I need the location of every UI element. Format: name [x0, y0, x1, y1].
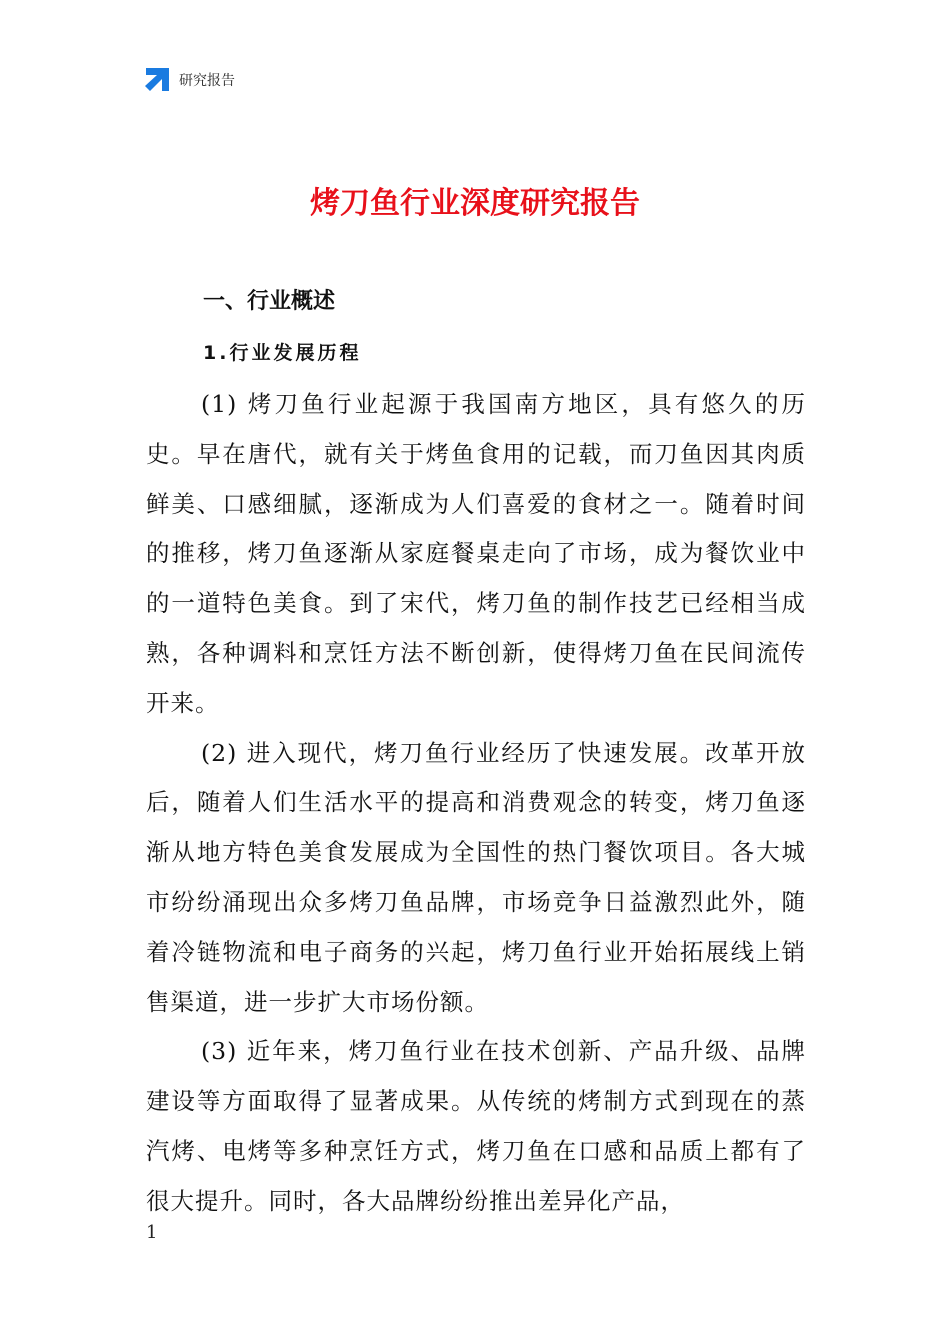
- section-heading: 一、行业概述: [203, 289, 336, 314]
- document-title: 烤刀鱼行业深度研究报告: [310, 186, 640, 221]
- page-header: [144, 66, 235, 94]
- paragraph-1: (1) 烤刀鱼行业起源于我国南方地区，具有悠久的历史。早在唐代，就有关于烤鱼食用的记载，而刀鱼因其肉质鲜美、口感细腻，逐渐成为人们喜爱的食材之一。随着时间的推移，烤刀鱼逐渐从家庭餐桌走向了市场，成为餐饮业中的一道特色美食。到了宋代，烤刀鱼的制作技艺已经相当成熟，各种调料和烹饪方法不断创新，使得烤刀鱼在民间流传开来。: [146, 390, 806, 717]
- arrow-up-right-icon: [144, 67, 170, 93]
- paragraph-2: (2) 进入现代，烤刀鱼行业经历了快速发展。改革开放后，随着人们生活水平的提高和消费观念的转变，烤刀鱼逐渐从地方特色美食发展成为全国性的热门餐饮项目。各大城市纷纷涌现出众多烤刀鱼品牌，市场竞争日益激烈此外，随着冷链物流和电子商务的兴起，烤刀鱼行业开始拓展线上销售渠道，进一步扩大市场份额。: [146, 738, 806, 1016]
- paragraph-3: (3) 近年来，烤刀鱼行业在技术创新、产品升级、品牌建设等方面取得了显著成果。从传统的烤制方式到现在的蒸汽烤、电烤等多种烹饪方式，烤刀鱼在口感和品质上都有了很大提升。同时，各大品牌纷纷推出差异化产品，: [146, 1037, 806, 1215]
- header-label: 研究报告: [179, 73, 235, 89]
- body-text: [146, 380, 806, 1227]
- page-number: 1: [146, 1222, 158, 1243]
- sub-heading: 1.行业发展历程: [203, 342, 362, 364]
